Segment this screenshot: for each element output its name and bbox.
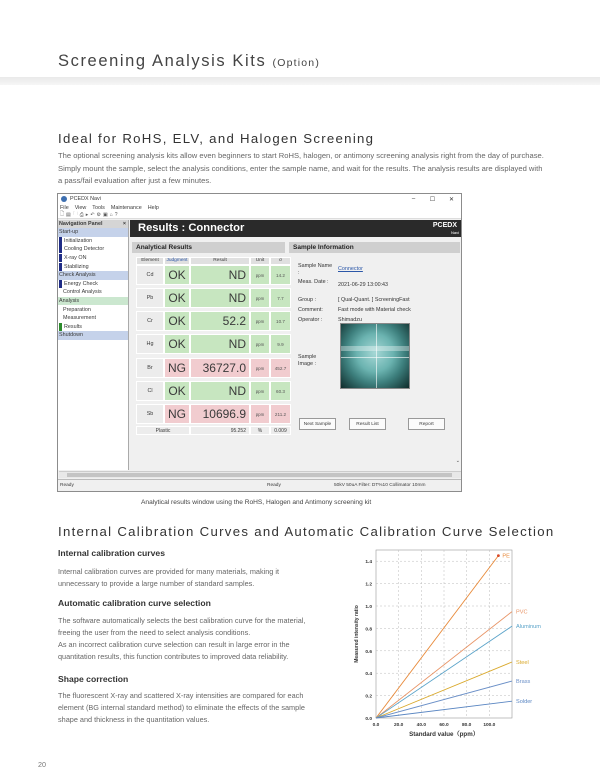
scrollbar-thumb[interactable] [67, 473, 452, 477]
maximize-button[interactable]: ☐ [429, 196, 436, 203]
intro-paragraph [58, 150, 558, 188]
comment-label: Comment: [298, 307, 323, 313]
nav-item-preparation[interactable] [58, 305, 128, 314]
menu-help[interactable]: Help [147, 204, 159, 211]
subheading-shape-correction: Shape correction [58, 674, 129, 684]
plastic-row [136, 426, 291, 435]
page-title-text: Screening Analysis Kits [58, 52, 267, 70]
nav-item-shutdown[interactable] [58, 331, 128, 340]
paragraph-shape-correction [58, 690, 340, 726]
nav-item-label: Shutdown [59, 332, 83, 339]
status-right: 50kV 50uA Filter: DT%10 Collimator 10mm [334, 483, 426, 488]
row-element: Pb [136, 288, 164, 308]
paragraph-line: quantitation results, this function contributes to improved data reliability. [58, 652, 289, 661]
x-tick-label: 60.0 [439, 723, 449, 728]
y-tick-label: 0.4 [365, 672, 372, 678]
table-row [136, 334, 291, 354]
paragraph-auto-selection [58, 615, 340, 663]
series-label-aluminum: Aluminum [516, 624, 541, 631]
meas-date-value: 2021-06-29 13:00:43 [338, 282, 389, 288]
paragraph-line: element (BG internal standard method) to eliminate the effects of the sample [58, 703, 305, 712]
nav-item-label: Energy Check [64, 280, 98, 287]
calibration-chart [348, 544, 548, 744]
results-header [130, 220, 461, 237]
row-judgment: OK [164, 381, 190, 401]
col-result: Result [190, 257, 250, 265]
series-label-brass: Brass [516, 679, 531, 686]
status-left: Ready [60, 483, 74, 488]
paragraph-line: As an incorrect calibration curve selection can result in large error in the [58, 640, 290, 649]
help-icon[interactable]: ? [114, 211, 118, 218]
col-element: Element [136, 257, 164, 265]
settings-icon[interactable]: ⚙ [96, 211, 101, 218]
table-row [136, 381, 291, 401]
comment-value: Fast mode with Material check [338, 307, 411, 313]
intro-line: a pass/fail evaluation after just a few minutes. [58, 176, 212, 185]
open-folder-icon[interactable]: 🗀 [72, 210, 78, 217]
paragraph-line: unnecessary to provide a large number of standard samples. [58, 579, 255, 588]
intro-line: The optional screening analysis kits allow even beginners to start RoHS, halogen, or antimony screening analysis right from the day of purchase. [58, 151, 544, 160]
y-tick-label: 0.8 [365, 627, 372, 633]
x-tick-label: 0.0 [372, 723, 380, 728]
nav-item-cooling-detector[interactable] [58, 245, 128, 254]
row-unit: ppm [250, 381, 270, 401]
row-judgment: OK [164, 288, 190, 308]
app-window [57, 193, 462, 492]
row-sigma: 60.3 [270, 381, 291, 401]
x-tick-label: 20.0 [393, 723, 404, 728]
row-result: ND [190, 265, 250, 285]
nav-item-label: Cooling Detector [64, 246, 105, 253]
step-marker [59, 237, 62, 245]
menu-view[interactable]: View [74, 204, 87, 211]
sample-info-header: Sample Information [289, 242, 460, 253]
series-label-pe: PE [502, 553, 510, 560]
menu-file[interactable]: File [60, 204, 69, 211]
sample-name-label: Sample Name : [298, 263, 333, 276]
row-sigma: 452.7 [270, 358, 291, 378]
row-element: Hg [136, 334, 164, 354]
group-value: [ Qual-Quant. ] ScreeningFast [338, 297, 410, 303]
row-result: 10696.9 [190, 404, 250, 424]
paragraph-line: The software automatically selects the best calibration curve for the material, [58, 616, 306, 625]
horizontal-scrollbar[interactable] [59, 471, 461, 478]
plastic-value: 95.252 [190, 426, 250, 435]
title-rule [0, 77, 600, 85]
brand-sub: Navi [450, 230, 459, 235]
y-tick-label: 0.6 [365, 649, 372, 655]
undo-icon[interactable]: ↶ [90, 211, 95, 218]
meas-date-label: Meas. Date : [298, 279, 329, 285]
col-sigma: σ [270, 257, 291, 265]
app-logo-icon [61, 196, 67, 202]
plastic-sigma: 0.009 [270, 426, 291, 435]
paragraph-line: Internal calibration curves are provided for many materials, making it [58, 567, 280, 576]
paragraph-internal-curves [58, 566, 340, 590]
sample-image [340, 323, 410, 389]
series-label-steel: Steel [516, 660, 529, 666]
series-end-marker-pe [497, 554, 500, 557]
play-icon[interactable]: ▸ [85, 211, 89, 218]
next-sample-button[interactable]: Next Sample [299, 418, 336, 430]
results-title: Results : Connector [138, 222, 245, 234]
sample-name-value[interactable]: Connector [338, 266, 363, 272]
nav-item-stabilizing[interactable] [58, 262, 128, 271]
nav-item-label: Results [64, 323, 82, 330]
brand-logo: PCEDX [432, 222, 457, 229]
operator-value: Shimadzu [338, 317, 362, 323]
row-unit: ppm [250, 265, 270, 285]
window-icon[interactable]: ▣ [103, 211, 108, 218]
row-sigma: 7.7 [270, 288, 291, 308]
result-list-button[interactable]: Result List [349, 418, 386, 430]
row-element: Sb [136, 404, 164, 424]
print-icon[interactable]: ⎙ [79, 211, 84, 218]
row-judgment: NG [164, 358, 190, 378]
y-tick-label: 0.2 [365, 694, 372, 700]
step-marker [59, 254, 62, 262]
nav-item-label: Initialization [64, 237, 93, 244]
analytical-results-header: Analytical Results [132, 242, 285, 253]
nav-item-label: Analysis [59, 298, 80, 305]
sample-image-label: Sample Image : [298, 354, 317, 367]
plastic-unit: % [250, 426, 270, 435]
step-marker [59, 263, 62, 271]
paragraph-line: freeing the user from the need to select analysis conditions. [58, 628, 251, 637]
nav-item-label: Start-up [59, 229, 79, 236]
step-marker [59, 323, 62, 331]
menu-maintenance[interactable]: Maintenance [110, 204, 142, 211]
row-result: 52.2 [190, 311, 250, 331]
row-element: Cd [136, 265, 164, 285]
row-sigma: 10.7 [270, 311, 291, 331]
y-tick-label: 1.0 [365, 605, 372, 610]
operator-label: Operator : [298, 317, 323, 323]
row-judgment: NG [164, 404, 190, 424]
subheading-internal-curves: Internal calibration curves [58, 548, 165, 558]
nav-item-start-up[interactable] [58, 228, 128, 237]
table-row [136, 311, 291, 331]
y-tick-label: 0.0 [365, 717, 372, 722]
row-element: Br [136, 358, 164, 378]
series-label-solder: Solder [516, 699, 533, 706]
row-unit: ppm [250, 358, 270, 378]
status-bar [58, 479, 462, 491]
x-axis-label: Standard value（ppm） [409, 731, 479, 738]
table-row [136, 265, 291, 285]
nav-item-label: X-ray ON [64, 255, 87, 262]
status-middle: Ready [267, 483, 281, 488]
new-icon[interactable]: 🗋 [60, 210, 65, 217]
section-title-screening: Ideal for RoHS, ELV, and Halogen Screening [58, 131, 375, 146]
nav-item-results[interactable] [58, 323, 128, 332]
subheading-auto-selection: Automatic calibration curve selection [58, 598, 211, 608]
col-unit: Unit [250, 257, 270, 265]
series-label-pvc: PVC [516, 609, 528, 616]
nav-item-control-analysis[interactable] [58, 288, 128, 297]
results-table-header [136, 257, 291, 265]
nav-item-measurement[interactable] [58, 314, 128, 323]
group-label: Group : [298, 297, 316, 303]
nav-item-initialization[interactable] [58, 237, 128, 246]
row-unit: ppm [250, 311, 270, 331]
home-icon[interactable]: ⌂ [109, 211, 113, 218]
y-tick-label: 1.4 [365, 560, 372, 566]
page-number: 20 [38, 760, 46, 769]
nav-item-analysis[interactable] [58, 297, 128, 306]
row-result: ND [190, 288, 250, 308]
minimize-button[interactable]: – [411, 195, 416, 202]
row-judgment: OK [164, 265, 190, 285]
row-result: 36727.0 [190, 358, 250, 378]
page-title-suffix: (Option) [272, 57, 321, 69]
col-judgment: Judgment [164, 257, 190, 265]
row-element: Cl [136, 381, 164, 401]
nav-item-label: Stabilizing [64, 263, 89, 270]
intro-line: Simply mount the sample, select the analysis conditions, enter the sample name, and wait for the results. The analysis results are displayed with [58, 163, 543, 173]
page-title [58, 52, 320, 71]
section-title-calibration: Internal Calibration Curves and Automatic Calibration Curve Selection [58, 524, 555, 539]
paragraph-line: shape and thickness in the quantitation values. [58, 715, 210, 724]
row-unit: ppm [250, 404, 270, 424]
figure-caption: Analytical results window using the RoHS, Halogen and Antimony screening kit [141, 499, 372, 506]
window-titlebar [58, 194, 461, 204]
x-tick-label: 40.0 [416, 723, 427, 728]
row-sigma: 211.2 [270, 404, 291, 424]
step-marker [59, 245, 62, 253]
row-judgment: OK [164, 334, 190, 354]
row-result: ND [190, 334, 250, 354]
row-element: Cr [136, 311, 164, 331]
paragraph-line: The fluorescent X-ray and scattered X-ray intensities are compared for each [58, 691, 304, 700]
row-judgment: OK [164, 311, 190, 331]
x-tick-label: 80.0 [461, 723, 472, 728]
row-result: ND [190, 381, 250, 401]
menu-tools[interactable]: Tools [92, 204, 105, 211]
close-button[interactable]: ✕ [448, 196, 455, 203]
nav-item-energy-check[interactable] [58, 280, 128, 289]
step-marker [59, 280, 62, 288]
menu-bar [58, 204, 461, 211]
toolbar [58, 211, 461, 219]
nav-item-label: Measurement [63, 315, 96, 322]
nav-panel-title: Navigation Panel [59, 221, 103, 227]
window-title: PCEDX Navi [70, 196, 101, 202]
table-row [136, 404, 291, 424]
row-sigma: 9.9 [270, 334, 291, 354]
nav-item-label: Check Analysis [59, 272, 96, 279]
nav-item-xray-on[interactable] [58, 254, 128, 263]
y-tick-label: 1.2 [365, 582, 372, 588]
nav-panel-header [58, 220, 128, 228]
nav-item-label: Preparation [63, 306, 91, 313]
table-row [136, 288, 291, 308]
crosshair-horizontal [341, 357, 410, 358]
nav-item-check-analysis[interactable] [58, 271, 128, 280]
nav-item-label: Control Analysis [63, 289, 102, 296]
nav-close-icon[interactable]: × [122, 221, 126, 227]
list-icon[interactable]: ▤ [66, 211, 71, 218]
x-tick-label: 100.0 [483, 723, 496, 728]
row-unit: ppm [250, 334, 270, 354]
scroll-down-icon[interactable]: ⌄ [455, 458, 460, 464]
row-unit: ppm [250, 288, 270, 308]
report-button[interactable]: Report [408, 418, 445, 430]
row-sigma: 14.2 [270, 265, 291, 285]
navigation-panel [58, 220, 129, 470]
table-row [136, 358, 291, 378]
y-axis-label: Measured intensity ratio [354, 605, 360, 663]
plastic-label: Plastic [136, 426, 190, 435]
